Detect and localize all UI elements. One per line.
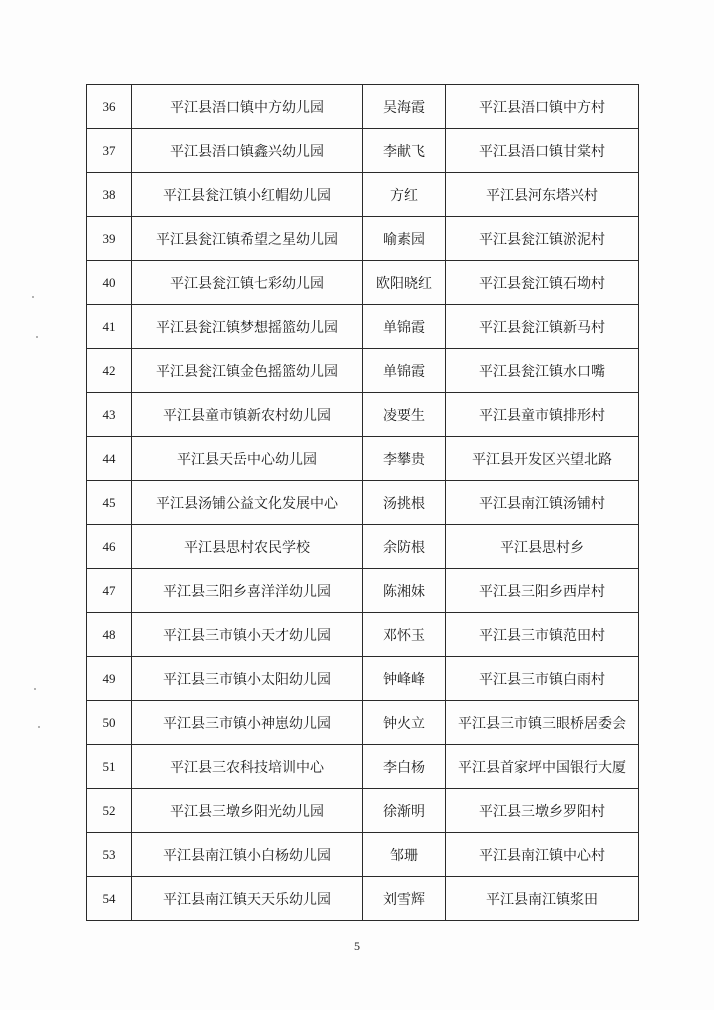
responsible-person: 欧阳晓红 [363, 261, 446, 305]
responsible-person: 钟峰峰 [363, 657, 446, 701]
table-row [87, 85, 639, 129]
row-number: 41 [87, 305, 132, 349]
organization-name: 平江县南江镇小白杨幼儿园 [132, 833, 363, 877]
address: 平江县首家坪中国银行大厦 [446, 745, 639, 789]
row-number: 45 [87, 481, 132, 525]
address: 平江县南江镇浆田 [446, 877, 639, 921]
responsible-person: 单锦霞 [363, 305, 446, 349]
row-number: 50 [87, 701, 132, 745]
row-number: 43 [87, 393, 132, 437]
address: 平江县河东塔兴村 [446, 173, 639, 217]
page-number: 5 [354, 939, 360, 953]
responsible-person: 刘雪辉 [363, 877, 446, 921]
organization-name: 平江县三阳乡喜洋洋幼儿园 [132, 569, 363, 613]
row-number: 49 [87, 657, 132, 701]
organization-name: 平江县南江镇天天乐幼儿园 [132, 877, 363, 921]
organization-name: 平江县三市镇小太阳幼儿园 [132, 657, 363, 701]
address: 平江县瓮江镇石坳村 [446, 261, 639, 305]
address: 平江县南江镇中心村 [446, 833, 639, 877]
organization-name: 平江县瓮江镇金色摇篮幼儿园 [132, 349, 363, 393]
row-number: 46 [87, 525, 132, 569]
organization-name: 平江县瓮江镇七彩幼儿园 [132, 261, 363, 305]
address: 平江县三市镇白雨村 [446, 657, 639, 701]
table-row [87, 745, 639, 789]
responsible-person: 钟火立 [363, 701, 446, 745]
organization-name: 平江县汤铺公益文化发展中心 [132, 481, 363, 525]
table-row [87, 833, 639, 877]
row-number: 44 [87, 437, 132, 481]
scan-speck [34, 688, 36, 690]
table-row [87, 217, 639, 261]
address: 平江县童市镇排形村 [446, 393, 639, 437]
table-row [87, 173, 639, 217]
table-row [87, 393, 639, 437]
address: 平江县南江镇汤铺村 [446, 481, 639, 525]
scan-speck [32, 296, 34, 298]
organization-name: 平江县三墩乡阳光幼儿园 [132, 789, 363, 833]
row-number: 51 [87, 745, 132, 789]
row-number: 37 [87, 129, 132, 173]
row-number: 53 [87, 833, 132, 877]
table-row [87, 305, 639, 349]
scan-speck [38, 726, 40, 728]
address: 平江县瓮江镇淤泥村 [446, 217, 639, 261]
table-row [87, 789, 639, 833]
table-row [87, 569, 639, 613]
responsible-person: 陈湘妹 [363, 569, 446, 613]
responsible-person: 汤挑根 [363, 481, 446, 525]
row-number: 40 [87, 261, 132, 305]
address: 平江县三市镇范田村 [446, 613, 639, 657]
organization-name: 平江县三市镇小神崽幼儿园 [132, 701, 363, 745]
address: 平江县开发区兴望北路 [446, 437, 639, 481]
organization-name: 平江县浯口镇鑫兴幼儿园 [132, 129, 363, 173]
organization-name: 平江县思村农民学校 [132, 525, 363, 569]
row-number: 36 [87, 85, 132, 129]
table-row [87, 877, 639, 921]
organization-name: 平江县浯口镇中方幼儿园 [132, 85, 363, 129]
organization-name: 平江县瓮江镇小红帽幼儿园 [132, 173, 363, 217]
table-row [87, 129, 639, 173]
table-row [87, 525, 639, 569]
organization-name: 平江县瓮江镇梦想摇篮幼儿园 [132, 305, 363, 349]
table-row [87, 613, 639, 657]
organization-name: 平江县瓮江镇希望之星幼儿园 [132, 217, 363, 261]
responsible-person: 李白杨 [363, 745, 446, 789]
row-number: 42 [87, 349, 132, 393]
responsible-person: 李攀贵 [363, 437, 446, 481]
organization-table [86, 84, 639, 921]
address: 平江县浯口镇甘棠村 [446, 129, 639, 173]
organization-name: 平江县童市镇新农村幼儿园 [132, 393, 363, 437]
row-number: 38 [87, 173, 132, 217]
responsible-person: 李献飞 [363, 129, 446, 173]
address: 平江县瓮江镇新马村 [446, 305, 639, 349]
responsible-person: 单锦霞 [363, 349, 446, 393]
organization-table-body [87, 85, 639, 921]
table-row [87, 657, 639, 701]
organization-name: 平江县三市镇小天才幼儿园 [132, 613, 363, 657]
scan-speck [36, 336, 38, 338]
address: 平江县瓮江镇水口嘴 [446, 349, 639, 393]
table-row [87, 261, 639, 305]
row-number: 39 [87, 217, 132, 261]
table-row [87, 481, 639, 525]
responsible-person: 方红 [363, 173, 446, 217]
address: 平江县三市镇三眼桥居委会 [446, 701, 639, 745]
row-number: 54 [87, 877, 132, 921]
responsible-person: 凌要生 [363, 393, 446, 437]
organization-name: 平江县天岳中心幼儿园 [132, 437, 363, 481]
row-number: 48 [87, 613, 132, 657]
table-row [87, 701, 639, 745]
table-row [87, 349, 639, 393]
responsible-person: 吴海霞 [363, 85, 446, 129]
address: 平江县三阳乡西岸村 [446, 569, 639, 613]
row-number: 52 [87, 789, 132, 833]
address: 平江县浯口镇中方村 [446, 85, 639, 129]
responsible-person: 邹珊 [363, 833, 446, 877]
responsible-person: 喻素园 [363, 217, 446, 261]
responsible-person: 邓怀玉 [363, 613, 446, 657]
address: 平江县思村乡 [446, 525, 639, 569]
responsible-person: 徐渐明 [363, 789, 446, 833]
row-number: 47 [87, 569, 132, 613]
organization-name: 平江县三农科技培训中心 [132, 745, 363, 789]
table-row [87, 437, 639, 481]
responsible-person: 余防根 [363, 525, 446, 569]
address: 平江县三墩乡罗阳村 [446, 789, 639, 833]
